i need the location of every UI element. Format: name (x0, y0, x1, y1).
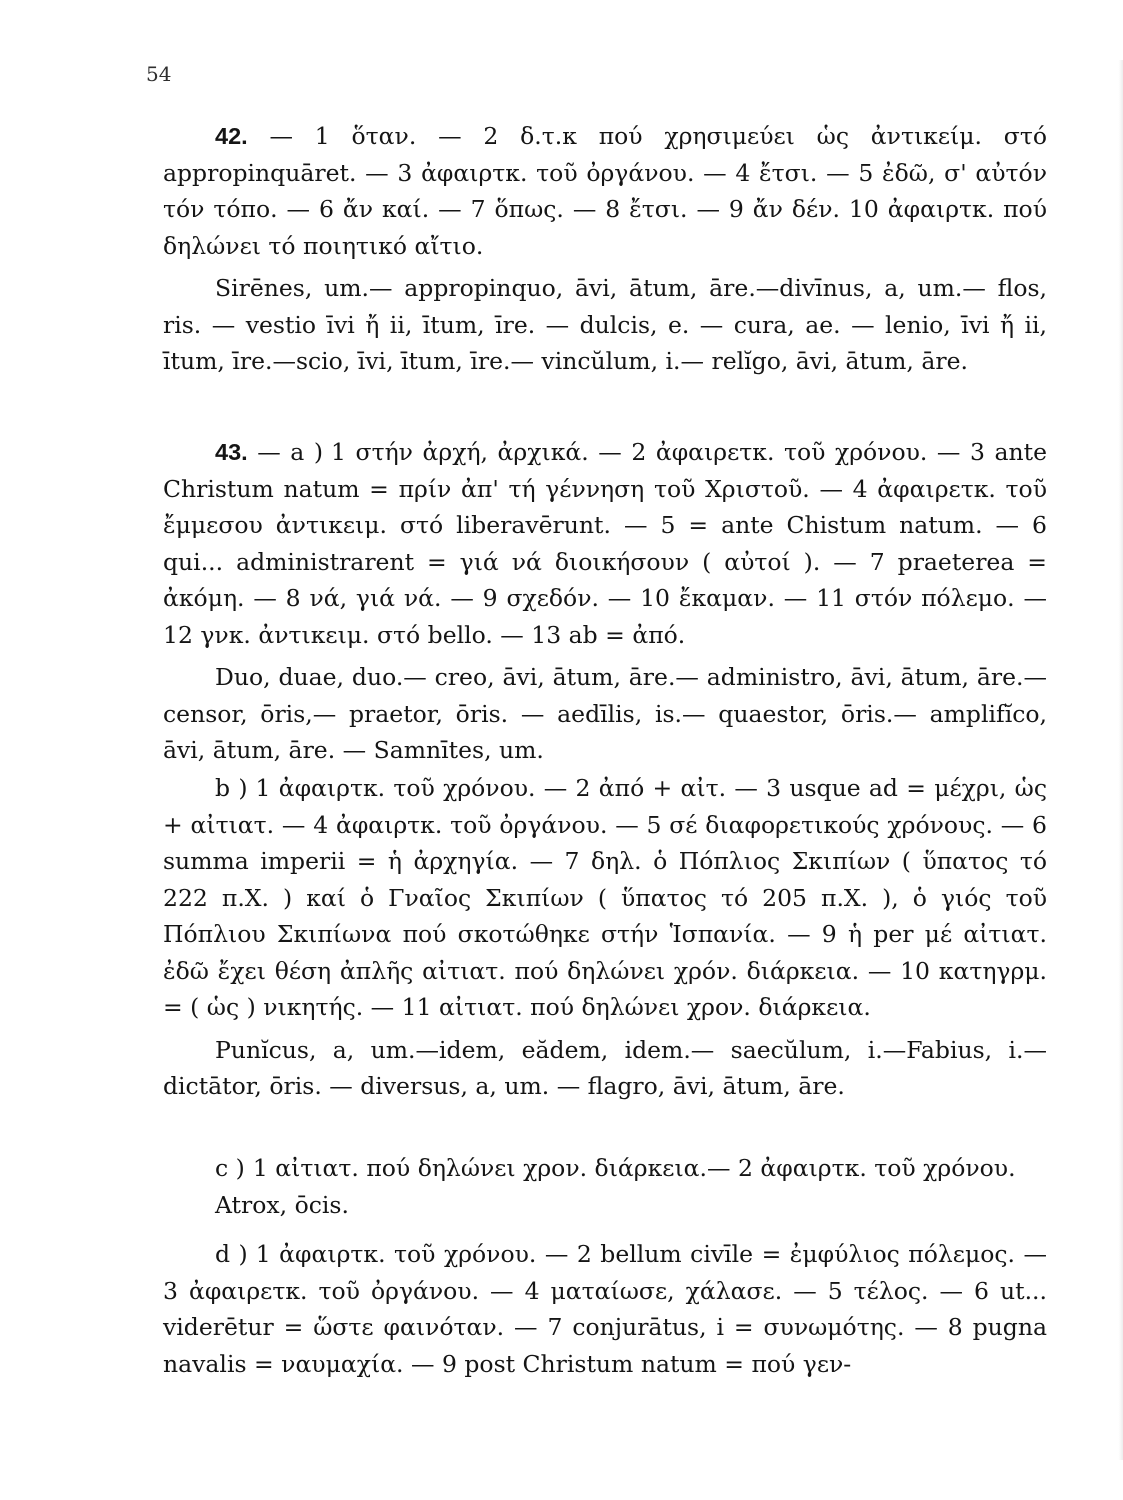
page-edge-shadow (1117, 60, 1123, 1460)
subsection-label: b ) (215, 774, 248, 802)
section-42-vocab: Sirēnes, um.— appropinquo, āvi, ātum, āre.—divīnus, a, um.— flos, ris. — vestio īvi ἤ ii, ītum, īre. — dulcis, e. — cura, ae. — lenio, īvi ἤ ii, ītum, īre.—scio, īvi, ītum, īre.— vincŭlum, i.— relĭgo, āvi, ātum, āre. (163, 274, 1047, 375)
section-43a (163, 434, 1047, 769)
section-number: 43. (215, 439, 248, 465)
section-43b-notes (163, 770, 1047, 1026)
section-43c (163, 1150, 1047, 1223)
section-43c-notes (163, 1150, 1047, 1187)
notes-text: 1 ἀφαιρτκ. τοῦ χρόνου. — 2 bellum civīle = ἐμφύλιος πόλεμος. — 3 ἀφαιρετκ. τοῦ ὀργάνου. — 4 ματαίωσε, χάλασε. — 5 τέλος. — 6 ut... viderētur = ὥστε φαινόταν. — 7 conjurātus, i = συνωμότης. — 8 pugna navalis = ναυμαχία. — 9 post Christum natum = πού γεν- (163, 1240, 1047, 1378)
notes-text: 1 ἀφαιρτκ. τοῦ χρόνου. — 2 ἀπό + αἰτ. — 3 usque ad = μέχρι, ὡς + αἰτιατ. — 4 ἀφαιρτκ. τοῦ ὀργάνου. — 5 σέ διαφορετικούς χρόνους. — 6 summa imperii = ἡ ἀρχηγία. — 7 δηλ. ὁ Πόπλιος Σκιπίων ( ὕπατος τό 222 π.Χ. ) καί ὁ Γναῖος Σκιπίων ( ὕπατος τό 205 π.Χ. ), ὁ γιός τοῦ Πόπλιου Σκιπίωνα πού σκοτώθηκε στήν Ἱσπανία. — 9 ἡ per μέ αἰτιατ. ἐδῶ ἔχει θέση ἀπλῆς αἰτιατ. πού δηλώνει χρόν. διάρκεια. — 10 κατηγρμ. = ( ὡς ) νικητής. — 11 αἰτιατ. πού δηλώνει χρον. διάρκεια. (163, 774, 1047, 1021)
notes-text: 1 στήν ἀρχή, ἀρχικά. — 2 ἀφαιρετκ. τοῦ χρόνου. — 3 ante Christum natum = πρίν ἀπ' τή γέννηση τοῦ Χριστοῦ. — 4 ἀφαιρετκ. τοῦ ἔμμεσου ἀντικειμ. στό liberavērunt. — 5 = ante Chistum natum. — 6 qui... administrarent = γιά νά διοικήσουν ( αὐτοί ). — 7 praeterea = ἀκόμη. — 8 νά, γιά νά. — 9 σχεδόν. — 10 ἔκαμαν. — 11 στόν πόλεμο. — 12 γνκ. ἀντικειμ. στό bello. — 13 ab = ἀπό. (163, 438, 1047, 649)
subsection-label: — a ) (257, 438, 324, 466)
section-43a-notes (163, 434, 1047, 653)
page-number: 54 (146, 62, 172, 86)
notes-text: 1 αἰτιατ. πού δηλώνει χρον. διάρκεια.— 2 ἀφαιρτκ. τοῦ χρόνου. (252, 1154, 1016, 1182)
section-43c-vocab: Atrox, ōcis. (215, 1190, 349, 1219)
section-43b-vocab: Punĭcus, a, um.—idem, eădem, idem.— saecŭlum, i.—Fabius, i.— dictātor, ōris. — diversus, a, um. — flagro, āvi, ātum, āre. (163, 1035, 1047, 1100)
section-43d (163, 1236, 1047, 1382)
section-43d-notes (163, 1236, 1047, 1382)
section-42-notes (163, 118, 1047, 264)
notes-text: — 1 ὅταν. — 2 δ.τ.κ πού χρησιμεύει ὡς ἀντικείμ. στό appropinquāret. — 3 ἀφαιρτκ. τοῦ ὀργάνου. — 4 ἔτσι. — 5 ἐδῶ, σ' αὐτόν τόν τόπο. — 6 ἄν καί. — 7 ὅπως. — 8 ἔτσι. — 9 ἄν δέν. 10 ἀφαιρτκ. πού δηλώνει τό ποιητικό αἴτιο. (163, 122, 1047, 260)
subsection-label: c ) (215, 1154, 245, 1182)
section-42 (163, 118, 1047, 380)
subsection-label: d ) (215, 1240, 248, 1268)
section-43a-vocab: Duo, duae, duo.— creo, āvi, ātum, āre.— administro, āvi, ātum, āre.— censor, ōris,— praetor, ōris. — aedīlis, is.— quaestor, ōris.— amplifĭco, āvi, ātum, āre. — Samnītes, um. (163, 663, 1047, 764)
section-43b (163, 770, 1047, 1105)
section-number: 42. (215, 123, 248, 149)
